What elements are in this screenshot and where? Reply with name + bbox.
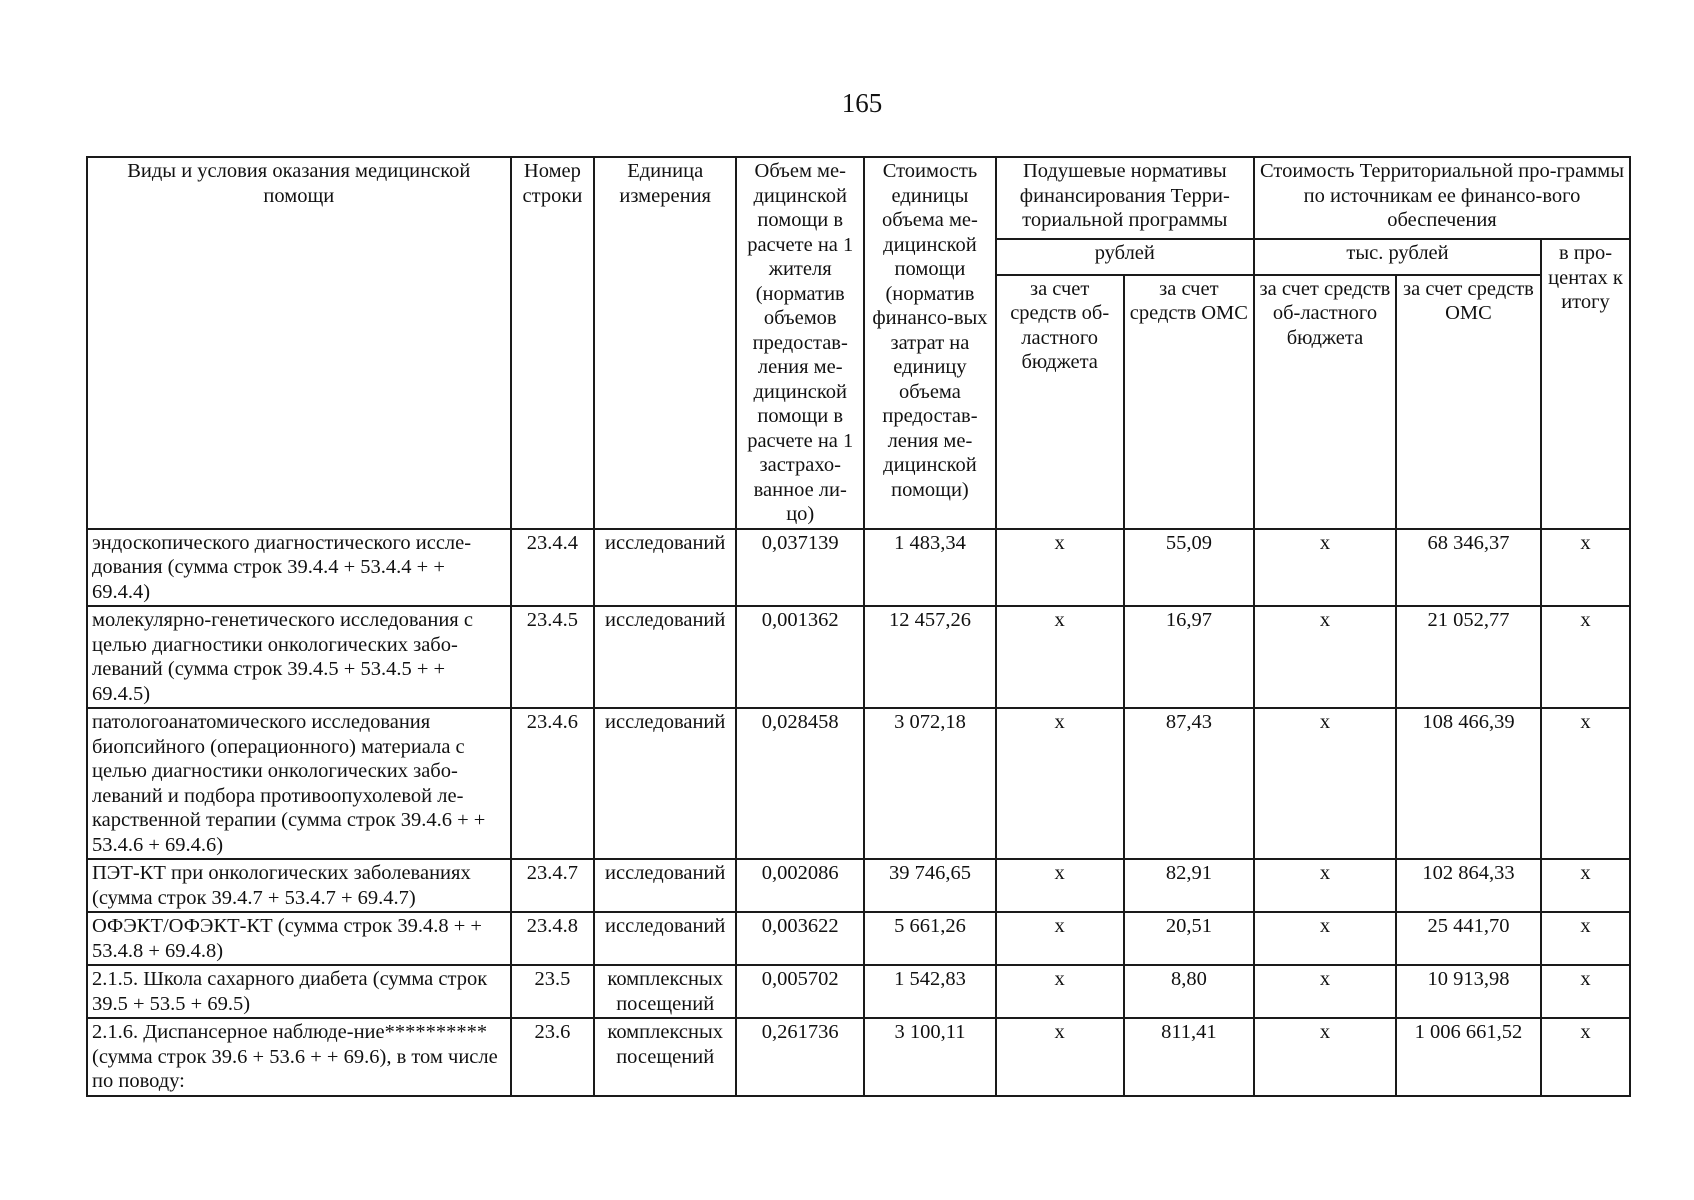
row-cost: 3 072,18 (864, 708, 995, 859)
row-regional-rub: х (996, 912, 1124, 965)
row-name: ПЭТ-КТ при онкологических заболеваниях (сумма строк 39.4.7 + 53.4.7 + 69.4.7) (87, 859, 511, 912)
row-percent: х (1541, 606, 1630, 708)
row-regional-rub: х (996, 1018, 1124, 1096)
row-percent: х (1541, 912, 1630, 965)
row-cost: 1 483,34 (864, 529, 995, 607)
row-oms-rub: 87,43 (1124, 708, 1254, 859)
row-number: 23.4.7 (511, 859, 595, 912)
header-oms: за счет средств ОМС (1124, 275, 1254, 529)
row-volume: 0,003622 (736, 912, 864, 965)
row-regional-rub: х (996, 965, 1124, 1018)
row-oms-thous: 1 006 661,52 (1396, 1018, 1541, 1096)
row-name: молекулярно-генетического исследования с целью диагностики онкологических забо-леваний (сумма строк 39.4.5 + 53.4.5 + + 69.4.5) (87, 606, 511, 708)
row-name: 2.1.6. Диспансерное наблюде-ние********** (сумма строк 39.6 + 53.6 + + 69.6), в том числе по поводу: (87, 1018, 511, 1096)
row-regional-thous: х (1254, 1018, 1396, 1096)
header-oms-total: за счет средств ОМС (1396, 275, 1541, 529)
header-regional-budget: за счет средств об-ластного бюджета (996, 275, 1124, 529)
row-volume: 0,261736 (736, 1018, 864, 1096)
row-oms-thous: 108 466,39 (1396, 708, 1541, 859)
row-percent: х (1541, 965, 1630, 1018)
header-unit: Единица измерения (594, 157, 736, 529)
table-row (87, 529, 1630, 607)
row-number: 23.4.5 (511, 606, 595, 708)
row-volume: 0,002086 (736, 859, 864, 912)
table-row (87, 912, 1630, 965)
table-row (87, 859, 1630, 912)
row-number: 23.4.8 (511, 912, 595, 965)
row-unit: комплексных посещений (594, 965, 736, 1018)
row-cost: 5 661,26 (864, 912, 995, 965)
row-oms-thous: 10 913,98 (1396, 965, 1541, 1018)
row-name: патологоанатомического исследования биопсийного (операционного) материала с целью диагностики онкологических забо-леваний и подбора противоопухолевой ле-карственной терапии (сумма строк 39.4.6 + + 53.4.6 + 69.4.6) (87, 708, 511, 859)
row-unit: исследований (594, 912, 736, 965)
row-percent: х (1541, 1018, 1630, 1096)
row-regional-thous: х (1254, 912, 1396, 965)
row-cost: 1 542,83 (864, 965, 995, 1018)
row-oms-rub: 55,09 (1124, 529, 1254, 607)
header-percent: в про-центах к итогу (1541, 239, 1630, 529)
table-row (87, 965, 1630, 1018)
row-oms-thous: 21 052,77 (1396, 606, 1541, 708)
row-name: 2.1.5. Школа сахарного диабета (сумма строк 39.5 + 53.5 + 69.5) (87, 965, 511, 1018)
row-oms-rub: 8,80 (1124, 965, 1254, 1018)
row-volume: 0,001362 (736, 606, 864, 708)
header-row-number: Номер строки (511, 157, 595, 529)
table-row (87, 606, 1630, 708)
row-oms-rub: 16,97 (1124, 606, 1254, 708)
header-cost: Стоимость единицы объема ме-дицинской помощи (норматив финансо-вых затрат на единицу объема предостав-ления ме-дицинской помощи) (864, 157, 995, 529)
row-number: 23.4.6 (511, 708, 595, 859)
row-unit: исследований (594, 708, 736, 859)
row-oms-rub: 20,51 (1124, 912, 1254, 965)
row-unit: исследований (594, 529, 736, 607)
row-unit: исследований (594, 606, 736, 708)
row-number: 23.6 (511, 1018, 595, 1096)
row-regional-thous: х (1254, 708, 1396, 859)
row-oms-rub: 82,91 (1124, 859, 1254, 912)
row-unit: исследований (594, 859, 736, 912)
header-regional-budget-total: за счет средств об-ластного бюджета (1254, 275, 1396, 529)
row-oms-thous: 25 441,70 (1396, 912, 1541, 965)
row-cost: 3 100,11 (864, 1018, 995, 1096)
row-percent: х (1541, 708, 1630, 859)
row-cost: 39 746,65 (864, 859, 995, 912)
row-cost: 12 457,26 (864, 606, 995, 708)
table-header (87, 157, 1630, 529)
table-row (87, 1018, 1630, 1096)
row-regional-rub: х (996, 708, 1124, 859)
row-number: 23.5 (511, 965, 595, 1018)
row-percent: х (1541, 859, 1630, 912)
row-regional-thous: х (1254, 859, 1396, 912)
header-rubles: рублей (996, 239, 1254, 275)
row-unit: комплексных посещений (594, 1018, 736, 1096)
financing-table (86, 156, 1631, 1097)
table-row (87, 708, 1630, 859)
table-body (87, 529, 1630, 1096)
row-oms-thous: 102 864,33 (1396, 859, 1541, 912)
row-regional-rub: х (996, 606, 1124, 708)
row-regional-rub: х (996, 859, 1124, 912)
row-number: 23.4.4 (511, 529, 595, 607)
row-regional-thous: х (1254, 965, 1396, 1018)
row-regional-thous: х (1254, 529, 1396, 607)
row-volume: 0,028458 (736, 708, 864, 859)
header-volume: Объем ме-дицинской помощи в расчете на 1 жителя (норматив объемов предостав-ления ме-дицинской помощи в расчете на 1 застрахо-ванное ли-цо) (736, 157, 864, 529)
row-oms-thous: 68 346,37 (1396, 529, 1541, 607)
header-thousand-rubles: тыс. рублей (1254, 239, 1541, 275)
row-volume: 0,005702 (736, 965, 864, 1018)
row-name: эндоскопического диагностического иссле-дования (сумма строк 39.4.4 + 53.4.4 + + 69.4.4) (87, 529, 511, 607)
row-regional-rub: х (996, 529, 1124, 607)
row-name: ОФЭКТ/ОФЭКТ-КТ (сумма строк 39.4.8 + + 53.4.8 + 69.4.8) (87, 912, 511, 965)
row-percent: х (1541, 529, 1630, 607)
row-regional-thous: х (1254, 606, 1396, 708)
row-oms-rub: 811,41 (1124, 1018, 1254, 1096)
row-volume: 0,037139 (736, 529, 864, 607)
header-kind: Виды и условия оказания медицинской помощи (87, 157, 511, 529)
header-total-cost-group: Стоимость Территориальной про-граммы по источникам ее финансо-вого обеспечения (1254, 157, 1630, 239)
header-per-capita-group: Подушевые нормативы финансирования Терри-ториальной программы (996, 157, 1254, 239)
page-number: 165 (841, 88, 883, 118)
